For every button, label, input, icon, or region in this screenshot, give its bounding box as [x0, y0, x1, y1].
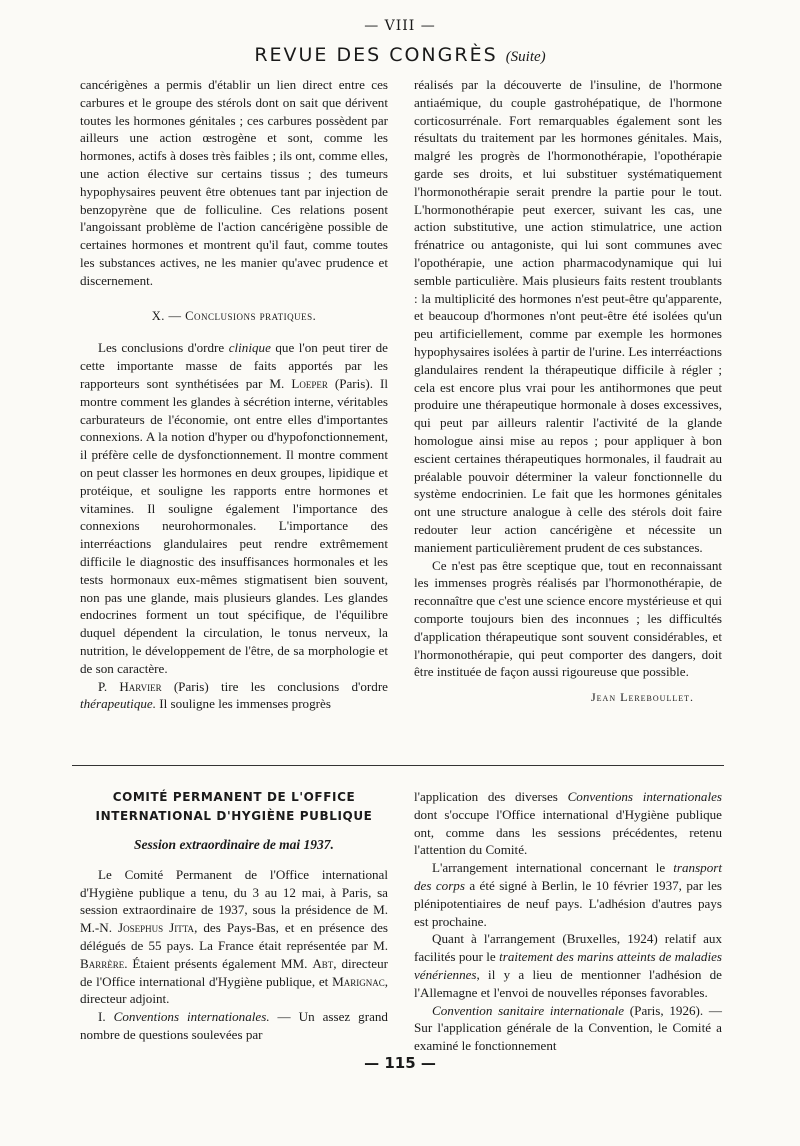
bottom-right-column	[414, 788, 722, 1055]
section-divider	[72, 765, 724, 766]
paragraph: cancérigènes a permis d'établir un lien direct entre ces carbures et le groupe des stérols dont on sait que dérivent toutes les hormones génitales ; ces carbures possèdent par ailleurs une action œstrogène et sont, comme les hormones, actifs à doses très faibles ; ils ont, comme elles, une action élective sur certains tissus ; des tumeurs hypophysaires peuvent être obtenues tant par injection de benzopyrène que de folliculine. Ces relations posent l'angoissant problème de l'action cancérigène possible de certaines hormones et montrent qu'il faut, comme toutes les substances actives, ne les manier qu'avec prudence et discernement.	[80, 77, 388, 288]
top-left-column	[80, 76, 388, 713]
paragraph: réalisés par la découverte de l'insuline, de l'hormone antiaémique, du couple gastrohépatique, de l'hormone corticosurrénale. Fort remarquables également sont les résultats du traitement par les hormones génitales. Mais, malgré les progrès de l'hormonothérapie, l'opothérapie garde ses droits, et lui substituer systématiquement l'hormonothérapie serait prendre la partie pour le tout. L'hormonothérapie peut exercer, suivant les cas, une action substitutive, une action stimulatrice, une action frénatrice ou antagoniste, qui lui sont communes avec l'opothérapie, une action pharmacodynamique qui lui semble particulière. Mais plusieurs faits restent troublants : la multiplicité des hormones n'est peut-être qu'apparente, et beaucoup d'hormones n'ont peut-être été isolées qu'un peu artificiellement, comme par exemple les hormones hypophysaires isolées à partir de l'urine. Les interréactions glandulaires rendent la thérapeutique difficile à régler ; cela est encore plus vrai pour les antihormones que peut produire une thérapeutique hormonale à doses excessives, qui peut par ailleurs ralentir l'activité de la glande homologue ainsi mise au repos ; pour appliquer à bon escient certaines thérapeutiques hormonales, il faudrait au préalable pouvoir déterminer la valeur fonctionnelle du système endocrinien. Le fait que les hormones génitales ont une structure analogue à celle des stérols doit faire redouter leur action cancérigène et nécessite un maniement particulièrement prudent de ces substances.	[414, 77, 722, 555]
top-right-column	[414, 76, 722, 707]
session-subtitle: Session extraordinaire de mai 1937.	[134, 837, 334, 852]
journal-title-suffix: (Suite)	[505, 49, 546, 65]
author-signature: Jean Lereboullet.	[591, 690, 694, 705]
bottom-left-column	[80, 788, 388, 1044]
paragraph: Quant à l'arrangement (Bruxelles, 1924) relatif aux facilités pour le traitement des marins atteints de maladies vénériennes, il y a lieu de mentionner l'adhésion de l'Allemagne et l'envoi de nouvelles réponses favorables.	[414, 931, 722, 1000]
paragraph: Convention sanitaire internationale (Paris, 1926). — Sur l'application générale de la Convention, le Comité a examiné le fonctionnement	[414, 1002, 722, 1054]
paragraph: l'application des diverses Conventions internationales dont s'occupe l'Office international d'Hygiène publique ont, comme dans les sessions précédentes, retenu l'attention du Comité.	[414, 789, 722, 858]
page-roman-number: — VIII —	[364, 18, 436, 34]
paragraph: P. Harvier (Paris) tire les conclusions d'ordre thérapeutique. Il souligne les immenses progrès	[80, 678, 388, 712]
paragraph: Les conclusions d'ordre clinique que l'on peut tirer de cette importante masse de faits apportés par les rapporteurs sont synthétisées par M. Loeper (Paris). Il montre comment les glandes à sécrétion interne, véritables carburateurs de l'économie, ont entre elles d'importantes connexions. A la notion d'hyper ou d'hypofonctionnement, il préfère celle de dysfonctionnement. Il montre comment on peut classer les hormones en deux groupes, lipidique et protéique, et souligne les rapports entre hormones et vitamines. Il souligne également l'importance des connexions neurohormonales. L'importance des interréactions glandulaires peut rendre extrêmement difficile le diagnostic des insuffisances hormonales et les tests hormonaux eux-mêmes stigmatisent bien souvent, non pas une glande, mais plusieurs glandes. Les glandes endocrines forment un tout spécifique, de l'équilibre duquel dépendent la circulation, le tonus nerveux, la nutrition, le développement de l'être, de sa morphologie et de son caractère.	[80, 340, 389, 676]
paragraph: I. Conventions internationales. — Un assez grand nombre de questions soulevées par	[80, 1009, 388, 1042]
paragraph: Le Comité Permanent de l'Office international d'Hygiène publique a tenu, du 3 au 12 mai, à Paris, sa session extraordinaire de 1937, sous la présidence de M. M.-N. Josephus Jitta, des Pays-Bas, et en présence des délégués de 55 pays. La France était représentée par M. Barrère. Étaient présents également MM. Abt, directeur de l'Office international d'Hygiène publique, et Marignac, directeur adjoint.	[80, 866, 389, 1007]
paragraph: Ce n'est pas être sceptique que, tout en reconnaissant les immenses progrès réalisés par l'hormonothérapie, de reconnaître que c'est une science encore mystérieuse et qui comporte toujours bien des inconnues ; les difficultés d'application thérapeutique sont souvent considérables, et l'hormonothérapie, qui peut comporter des dangers, doit être instituée de façon aussi rigoureuse que possible.	[414, 557, 722, 680]
article-title: COMITÉ PERMANENT DE L'OFFICE INTERNATIONAL D'HYGIÈNE PUBLIQUE	[95, 790, 373, 823]
journal-title: REVUE DES CONGRÈS	[254, 44, 498, 66]
paragraph: L'arrangement international concernant le transport des corps a été signé à Berlin, le 10 février 1937, par les plénipotentiaires de neuf pays. L'adhésion d'autres pays est prochaine.	[414, 860, 722, 929]
journal-header	[0, 44, 800, 66]
section-heading: X. — Conclusions pratiques.	[151, 308, 317, 323]
page-number: — 115 —	[364, 1054, 436, 1072]
